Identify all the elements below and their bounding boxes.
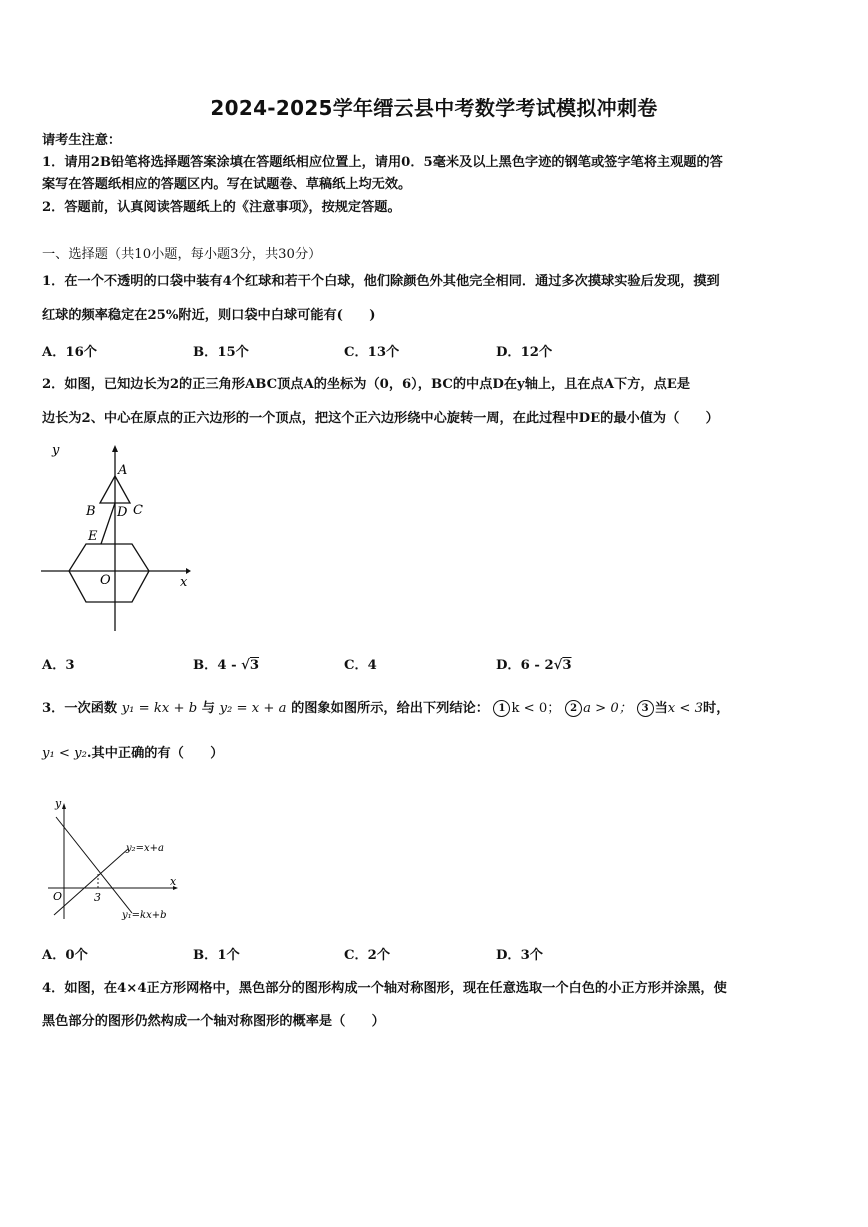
q2-label-d: D [117,505,128,520]
circled-number-3: 3 [637,700,654,717]
q2-label-a: A [118,463,128,478]
section-heading: 一、选择题（共10小题，每小题3分，共30分） [42,247,322,262]
q3-label-line-y2: y₂=x+a [126,843,165,854]
notice-line-1b: 案写在答题纸相应的答题区内。写在试题卷、草稿纸上均无效。 [42,177,412,192]
q3-label-o: O [53,890,63,903]
q3-line-2 [42,744,223,764]
q2-option-a: A．3 [42,658,75,673]
q2-label-e: E [88,529,98,544]
q3-label-x: x [170,875,177,888]
q3-eq2: y₂ = x + a [219,701,287,716]
q1-option-a: A．16个 [42,345,97,360]
q3-conclusion-3c: 时， [703,701,730,716]
q1-line-1: 1．在一个不透明的口袋中装有4个红球和若干个白球，他们除颜色外其他完全相同．通过多次摸球实验后发现，摸到 [42,274,720,289]
exam-title: 2024-2025学年缙云县中考数学考试模拟冲刺卷 [210,96,658,120]
q1-option-b: B．15个 [193,345,249,360]
circled-number-2: 2 [565,700,582,717]
q3-line2-text: .其中正确的有（ ） [86,746,224,761]
q3-figure [42,795,187,927]
q2-line-2: 边长为2、中心在原点的正六边形的一个顶点，把这个正六边形绕中心旋转一周，在此过程中DE的最小值为（ ） [42,411,719,426]
q2-option-b [193,654,259,673]
q3-conclusion-2: a > 0； [583,701,632,716]
q2-option-d-radicand: 3 [562,658,572,673]
q4-line-1: 4．如图，在4×4正方形网格中，黑色部分的图形构成一个轴对称图形，现在任意选取一个白色的小正方形并涂黑，使 [42,981,727,996]
q2-label-o: O [100,573,111,588]
q3-conclusion-3b: x < 3 [667,701,704,716]
q3-eq1: y₁ = kx + b [121,701,198,716]
segment-de [101,503,115,544]
q2-option-d [496,654,572,673]
q3-mid: 与 [201,701,215,716]
q2-label-b: B [86,504,96,519]
q4-line-2: 黑色部分的图形仍然构成一个轴对称图形的概率是（ ） [42,1014,385,1029]
q3-prefix: 3．一次函数 [42,701,118,716]
q2-figure [38,436,198,636]
q3-after: 的图象如图所示，给出下列结论： [291,701,489,716]
q3-conclusion-1: k < 0； [511,701,561,716]
q3-label-3: 3 [94,891,101,904]
q3-line-1 [42,699,729,719]
line-y2 [54,849,128,915]
q2-line-1: 2．如图，已知边长为2的正三角形ABC顶点A的坐标为（0，6），BC的中点D在y轴上，且在点A下方，点E是 [42,377,691,392]
q3-label-line-y1: y₁=kx+b [122,910,167,921]
q1-option-d: D．12个 [496,345,553,360]
q2-label-y: y [52,443,60,458]
sqrt-icon: √ [553,658,563,673]
notice-heading: 请考生注意： [42,133,122,148]
q2-option-c: C．4 [344,658,377,673]
q2-label-x: x [180,575,188,590]
notice-line-1a: 1．请用2B铅笔将选择题答案涂填在答题纸相应位置上，请用0．5毫米及以上黑色字迹的钢笔或签字笔将主观题的答 [42,155,723,170]
q1-line-2: 红球的频率稳定在25%附近，则口袋中白球可能有( ) [42,308,376,323]
q3-label-y: y [55,797,62,810]
q2-y-arrow [112,445,118,452]
q3-line2-math: y₁ < y₂ [42,746,87,761]
q3-conclusion-3a: 当 [654,701,668,716]
q3-y-arrow [62,803,66,809]
q2-option-b-radicand: 3 [249,658,260,673]
q2-option-b-prefix: B．4 - [193,658,242,673]
q2-x-arrow [186,568,191,574]
q3-option-d: D．3个 [496,948,543,963]
q3-option-a: A．0个 [42,948,88,963]
q2-label-c: C [133,503,143,518]
q1-option-c: C．13个 [344,345,400,360]
q3-option-c: C．2个 [344,948,391,963]
q3-option-b: B．1个 [193,948,240,963]
circled-number-1: 1 [493,700,510,717]
sqrt-icon: √ [241,658,250,673]
notice-line-2: 2．答题前，认真阅读答题纸上的《注意事项》，按规定答题。 [42,200,401,215]
q2-option-d-prefix: D．6 - 2 [496,658,554,673]
